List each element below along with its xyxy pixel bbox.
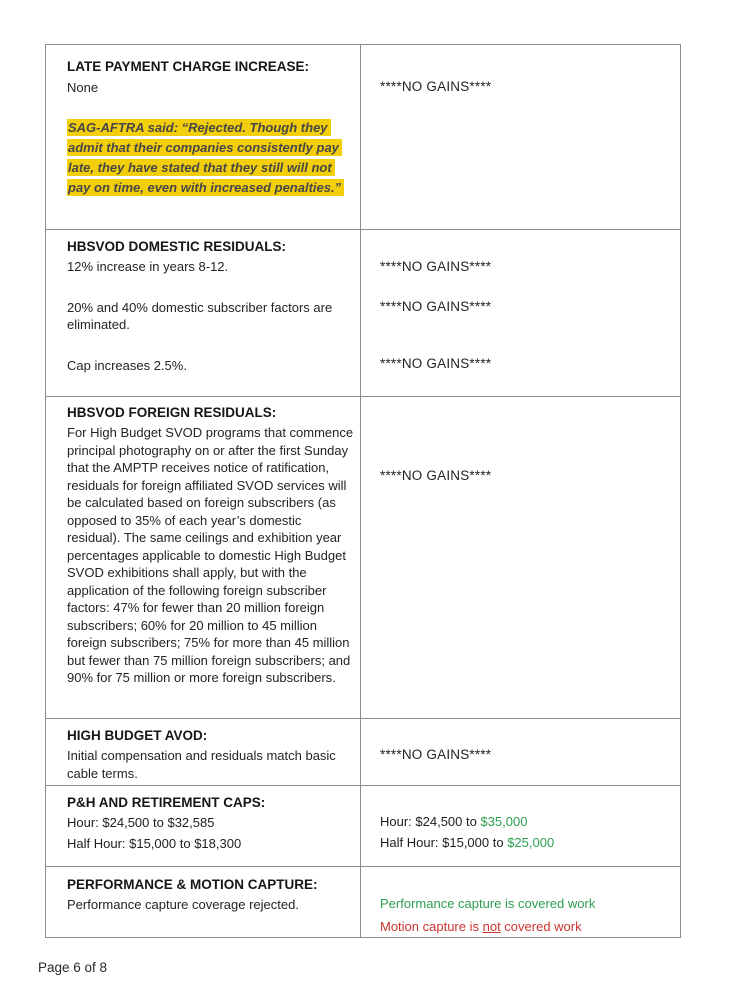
late-payment-right-cell	[361, 45, 680, 229]
late-payment-proposal: None	[67, 80, 99, 95]
page-number: Page 6 of 8	[38, 960, 108, 975]
caps-hour-gain-value: $35,000	[480, 814, 528, 829]
hbsvod-domestic-left-cell	[46, 230, 361, 396]
sag-aftra-quote	[67, 118, 354, 198]
capture-right-cell	[361, 867, 680, 937]
hbsvod-foreign-right-cell	[361, 397, 680, 718]
caps-hour-new	[380, 813, 670, 830]
hbsvod-foreign-left-cell	[46, 397, 361, 718]
caps-hour-old: Hour: $24,500 to $32,585	[67, 815, 215, 830]
avod-left-cell	[46, 719, 361, 785]
caps-right-cell	[361, 786, 680, 866]
motion-capture-not-covered	[380, 918, 670, 935]
table-row-late-payment	[46, 45, 680, 229]
no-gains-label: ****NO GAINS****	[380, 468, 492, 483]
capture-body: Performance capture coverage rejected.	[67, 897, 299, 912]
row-heading: HBSVOD FOREIGN RESIDUALS:	[67, 405, 277, 420]
caps-half-hour-gain-value: $25,000	[507, 835, 555, 850]
no-gains-label: ****NO GAINS****	[380, 356, 492, 371]
domestic-item-2: 20% and 40% domestic subscriber factors are eliminated.	[67, 299, 333, 332]
caps-half-hour-old: Half Hour: $15,000 to $18,300	[67, 836, 242, 851]
no-gains-label: ****NO GAINS****	[380, 299, 492, 314]
domestic-item-1: 12% increase in years 8-12.	[67, 259, 229, 274]
table-row-high-budget-avod	[46, 718, 680, 785]
no-gains-label: ****NO GAINS****	[380, 79, 492, 94]
red-line-post: covered work	[500, 919, 582, 934]
row-heading: P&H AND RETIREMENT CAPS:	[67, 795, 266, 810]
caps-hour-prefix: Hour: $24,500 to	[380, 814, 481, 829]
no-gains-label: ****NO GAINS****	[380, 259, 492, 274]
table-row-hbsvod-foreign	[46, 396, 680, 718]
capture-left-cell	[46, 867, 361, 937]
domestic-item-3: Cap increases 2.5%.	[67, 357, 187, 373]
late-payment-left-cell	[46, 45, 361, 229]
foreign-residuals-paragraph: For High Budget SVOD programs that commence principal photography on or after the first Sunday that the AMPTP receives notice of ratification, residuals for foreign affiliated SVOD services will be calculated based on foreign subscribers (as opposed to 35% of each year’s domestic residual). The same ceilings and exhibition year percentages applicable to domestic High Budget SVOD exhibitions shall apply, but with the application of the following foreign subscriber factors: 47% for fewer than 20 million foreign subscribers; 60% for 20 million to 45 million foreign subscribers; 75% for more than 45 million but fewer than 75 million foreign subscribers; and 90% for 75 million or more foreign subscribers.	[67, 425, 354, 685]
performance-capture-covered: Performance capture is covered work	[380, 896, 596, 911]
caps-half-hour-prefix: Half Hour: $15,000 to	[380, 835, 508, 850]
row-heading: LATE PAYMENT CHARGE INCREASE:	[67, 59, 310, 74]
row-heading: HIGH BUDGET AVOD:	[67, 728, 208, 743]
row-heading: HBSVOD DOMESTIC RESIDUALS:	[67, 239, 287, 254]
red-line-underlined-word: not	[482, 919, 501, 934]
highlighted-quote-text: SAG-AFTRA said: “Rejected. Though they admit that their companies consistently pay late, they have stated that they still will not pay on time, even with increased penalties.”	[67, 119, 344, 196]
table-row-hbsvod-domestic	[46, 229, 680, 396]
negotiation-comparison-table	[45, 44, 681, 938]
caps-left-cell	[46, 786, 361, 866]
table-row-ph-retirement-caps	[46, 785, 680, 866]
avod-body: Initial compensation and residuals match basic cable terms.	[67, 748, 336, 781]
hbsvod-domestic-right-cell	[361, 230, 680, 396]
avod-right-cell	[361, 719, 680, 785]
table-row-performance-motion-capture	[46, 866, 680, 937]
row-heading: PERFORMANCE & MOTION CAPTURE:	[67, 877, 318, 892]
caps-half-hour-new	[380, 834, 670, 851]
red-line-pre: Motion capture is	[380, 919, 483, 934]
no-gains-label: ****NO GAINS****	[380, 747, 492, 762]
